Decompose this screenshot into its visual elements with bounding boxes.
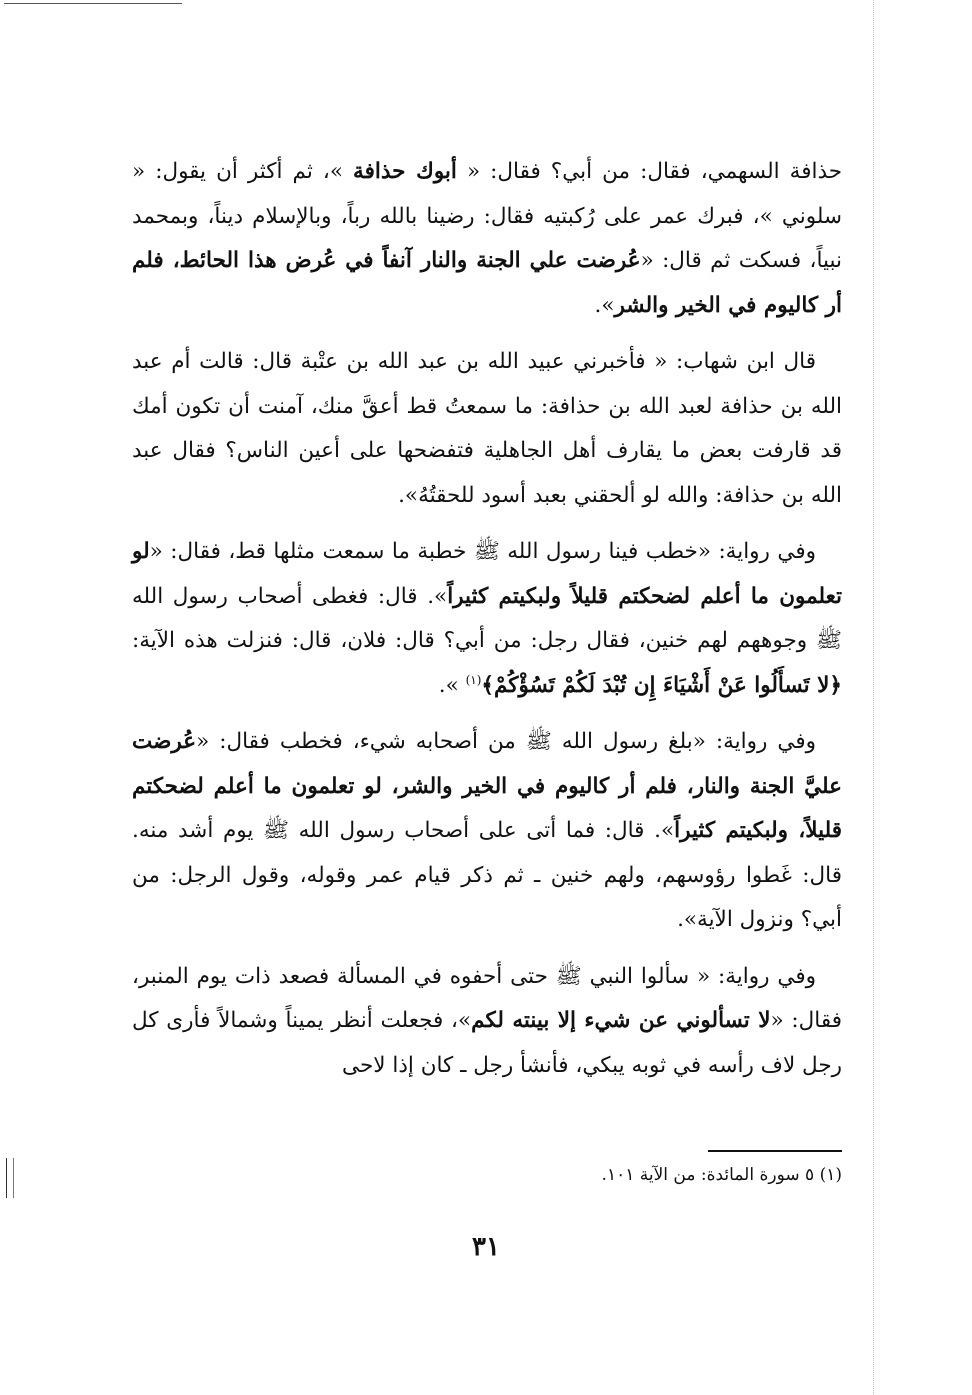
main-text xyxy=(132,150,842,1100)
footnote: (١) ٥ سورة المائدة: من الآية ١٠١. xyxy=(601,1165,842,1185)
bold-quote: ﴿لا تَسأَلُوا عَنْ أَشْيَاءَ إِن تُبْدَ لَكُمْ تَسُؤْكُمْ﴾ xyxy=(481,672,842,698)
text-run: ». قال: فغطى أصحاب رسول الله ﷺ وجوههم لهم خنين، فقال رجل: من أبي؟ قال: فلان، قال: فنزلت هذه الآية: xyxy=(132,583,842,653)
footnote-divider xyxy=(708,1150,842,1152)
text-run: »، ثم أكثر أن يقول: « سلوني »، فبرك عمر على رُكبتيه فقال: رضينا بالله رباً، وبالإسلام ديناً، وبمحمد نبياً، فسكت ثم قال: « xyxy=(132,159,843,273)
text-run: »، فجعلت أنظر يميناً وشمالاً فأرى كل رجل لاف رأسه في ثوبه يبكي، فأنشأ رجل ـ كان إذا لاحى xyxy=(132,1008,842,1078)
text-run: ». xyxy=(438,672,466,698)
bold-quote: عُرضت عليَّ الجنة والنار، فلم أر كاليوم في الخير والشر، لو تعلمون ما أعلم لضحكتم قليلاً، ولبكيتم كثيراً xyxy=(132,729,842,843)
paragraph-5 xyxy=(132,955,842,1089)
bold-quote: عُرضت علي الجنة والنار آنفاً في عُرض هذا الحائط، فلم أر كاليوم في الخير والشر xyxy=(132,248,842,318)
bold-quote: لو تعلمون ما أعلم لضحكتم قليلاً ولبكيتم كثيراً xyxy=(132,539,842,609)
text-run: حذافة السهمي، فقال: من أبي؟ فقال: « xyxy=(456,159,843,184)
bold-quote: أبوك حذافة xyxy=(353,159,457,184)
page-number: ٣١ xyxy=(472,1232,500,1262)
scan-edge-line xyxy=(873,0,874,1395)
text-run: وفي رواية: «بلغ رسول الله ﷺ من أصحابه شيء، فخطب فقال: « xyxy=(196,729,816,754)
text-run: قال ابن شهاب: « فأخبرني عبيد الله بن عبد الله بن عتْبة قال: قالت أم عبد الله بن حذافة لعبد الله بن حذافة: ما سمعتُ قط أعقَّ منك، آمنت أن تكون أمك قد قارفت بعض ما يقارف أهل الجاهلية فتفضحها على أعين الناس؟ فقال عبد الله بن حذافة: والله لو ألحقني بعبد أسود للحقتُهُ». xyxy=(132,349,842,508)
paragraph-2 xyxy=(132,340,842,518)
text-run: ». قال: فما أتى على أصحاب رسول الله ﷺ يوم أشد منه. قال: غَطوا رؤوسهم، ولهم خنين ـ ثم ذكر قيام عمر وقوله، وقول الرجل: من أبي؟ ونزول الآية». xyxy=(132,818,842,932)
bold-quote: لا تسألوني عن شيء إلا بينته لكم xyxy=(471,1008,771,1033)
paragraph-1 xyxy=(132,150,842,328)
text-run: وفي رواية: «خطب فينا رسول الله ﷺ خطبة ما سمعت مثلها قط، فقال: « xyxy=(149,539,816,564)
paragraph-4 xyxy=(132,720,842,943)
scan-top-line xyxy=(4,3,182,4)
text-run: وفي رواية: « سألوا النبي ﷺ حتى أحفوه في المسألة فصعد ذات يوم المنبر، فقال: « xyxy=(132,963,842,1033)
scan-margin-marks xyxy=(6,1158,14,1198)
text-run: ». xyxy=(594,292,615,318)
footnote-reference: (١) xyxy=(465,672,482,687)
paragraph-3 xyxy=(132,530,842,708)
